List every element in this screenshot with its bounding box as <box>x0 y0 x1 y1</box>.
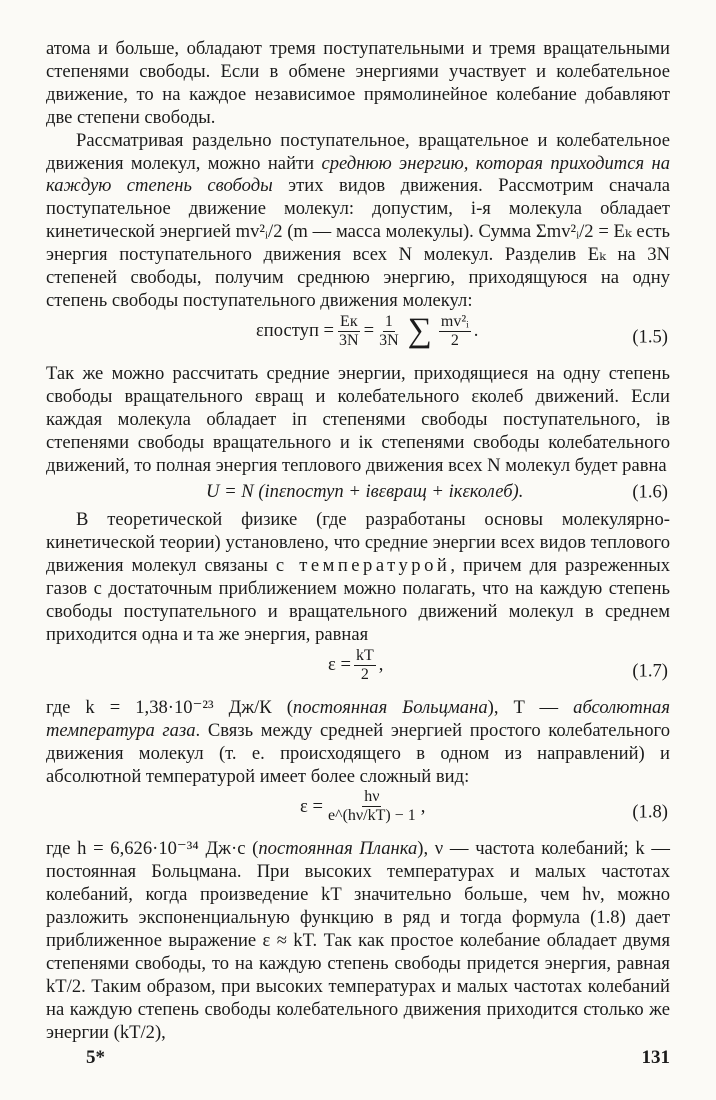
body-text <box>46 38 670 1045</box>
eq5-f2-num: 1 <box>384 312 393 330</box>
p5-emphasis-1: постоянная Больцмана <box>292 696 488 718</box>
p5-text-c: . Связь между средней энергией простого колебательного движения молекул (т. е. происходящего в одном из направлений) и абсолютной температурой имеет более сложный вид: <box>46 719 670 787</box>
equation-1-6 <box>46 477 670 509</box>
paragraph-4 <box>46 509 670 646</box>
eq6-number: (1.6) <box>632 481 668 503</box>
paragraph-1: атома и больше, обладают тремя поступательными и тремя вращательными степенями свободы. Если в обмене энергиями участвует и колебательное движение, то на каждое независимое прямолинейное колебание добавляют две степени свободы. <box>46 38 670 128</box>
eq7-number: (1.7) <box>632 660 668 682</box>
page-number: 131 <box>641 1047 670 1068</box>
p2-emphasis: среднюю энергию, которая приходится на каждую степень свободы <box>46 152 671 197</box>
eq5-equals: = <box>363 319 375 341</box>
eq6-formula: U = N (iпεпоступ + iвεвращ + iкεколеб). <box>206 481 524 503</box>
eq5-fraction-3 <box>439 313 471 350</box>
p4-text-b: , причем для разреженных газов с достаточным приближением можно полагать, что на каждую степень свободы поступательного и вращательного движений молекул в среднем приходится одна и та же энергия, равная <box>46 555 671 645</box>
eq5-lhs: εпоступ = <box>256 319 335 341</box>
paragraph-6 <box>46 838 670 1044</box>
signature-mark: 5* <box>86 1047 105 1068</box>
eq8-num: hν <box>364 788 380 806</box>
eq8-lhs: ε = <box>300 795 323 817</box>
eq7-fraction <box>354 647 376 684</box>
eq7-num: kT <box>355 646 374 664</box>
p6-text-b: ), ν — частота колебаний; k — постоянная Больцмана. При высоких температурах и малых частотах колебаний, когда произведение kT значительно больше, чем hν, можно разложить экспоненциальную функцию в ряд и тогда формула (1.8) дает приближенное выражение ε ≈ kT. Так как простое колебание обладает двумя степенями свободы, то на каждую степень свободы придется энергия, равная kT/2. Таким образом, при высоких температурах и малых частотах колебаний на каждую степень свободы колебательного движения приходится столько же энергии (kT/2), <box>46 838 670 1043</box>
eq5-fraction-1 <box>337 313 361 350</box>
eq5-f2-den: 3N <box>379 331 399 349</box>
eq5-number: (1.5) <box>632 326 668 348</box>
p2-text-b: этих видов движения. Рассмотрим сначала поступательное движение молекул: допустим, i-я молекула обладает кинетической энергией mv²ᵢ/2 (m — масса молекулы). Сумма Σmv²ᵢ/2 = Eₖ есть энергия поступательного движения всех N молекул. Разделив Eₖ на 3N степеней свободы, получим среднюю энергию, приходящуюся на одну степень свободы поступательного движения молекул: <box>46 175 670 311</box>
eq5-f3-den: 2 <box>450 331 459 349</box>
eq5-f1-num: Eк <box>340 312 358 330</box>
paragraph-3: Так же можно рассчитать средние энергии, приходящиеся на одну степень свободы вращательного εвращ и колебательного εколеб движений. Если каждая молекула обладает iп степенями свободы поступательного, iв степенями свободы вращательного и iк степенями свободы колебательного движений, то полная энергия теплового движения всех N молекул будет равна <box>46 362 670 476</box>
equation-1-8 <box>46 788 670 838</box>
eq8-number: (1.8) <box>632 802 668 824</box>
eq5-fraction-2 <box>377 313 401 350</box>
sum-sign: ∑ <box>407 312 432 350</box>
paragraph-5 <box>46 697 670 789</box>
p6-emphasis: постоянная Планка <box>258 838 418 860</box>
p6-text-a: где h = 6,626·10⁻³⁴ Дж·с ( <box>46 838 259 860</box>
eq8-end: , <box>420 795 426 817</box>
p5-text-b: ), T — <box>487 696 574 718</box>
eq5-f1-den: 3N <box>339 331 359 349</box>
p5-text-a: где k = 1,38·10⁻²³ Дж/К ( <box>46 696 293 718</box>
eq7-lhs: ε = <box>328 653 351 675</box>
equation-1-5 <box>46 313 670 363</box>
p2-text-a: Рассматривая раздельно поступательное, вращательное и колебательное движения молекул, можно найти <box>46 129 670 174</box>
p4-text-a: В теоретической физике (где разработаны основы молекулярно-кинетической теории) установлено, что средние энергии всех видов теплового движения молекул связаны <box>46 509 670 577</box>
eq5-end: . <box>473 319 479 341</box>
p4-spaced: с температурой <box>275 555 451 577</box>
p5-emphasis-2: абсолютная температура газа <box>46 696 670 741</box>
eq8-fraction <box>326 788 418 825</box>
eq5-f3-num: mv²ᵢ <box>440 312 469 330</box>
eq7-end: , <box>378 653 384 675</box>
eq8-den: e^(hν/kT) − 1 <box>327 807 416 825</box>
paragraph-2 <box>46 130 670 313</box>
equation-1-7 <box>46 647 670 697</box>
eq7-den: 2 <box>360 665 369 683</box>
